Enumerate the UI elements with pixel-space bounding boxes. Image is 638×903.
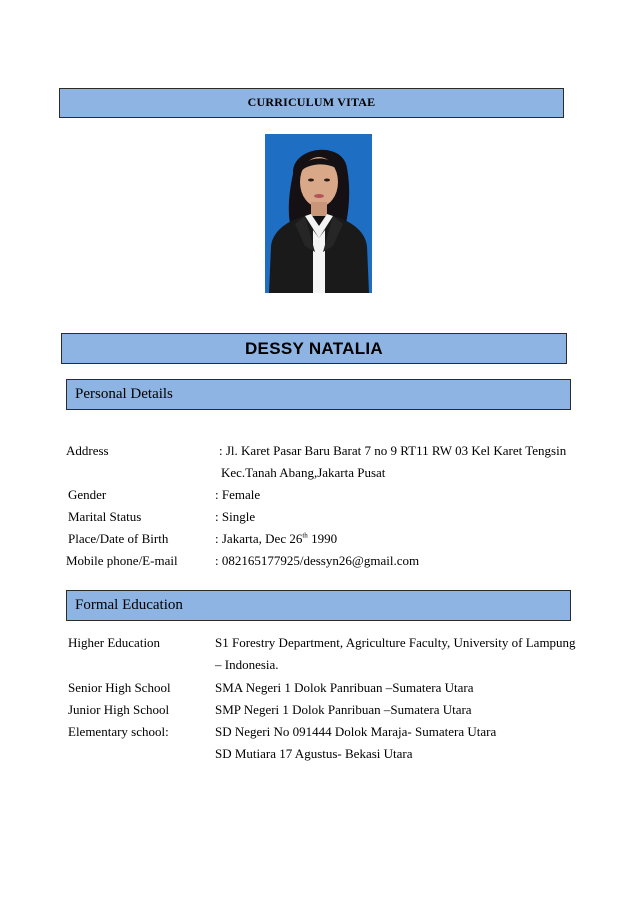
- birth-value-ordinal: th: [302, 531, 308, 540]
- gender-label: Gender: [68, 487, 107, 502]
- formal-education-heading: Formal Education: [75, 597, 183, 613]
- marital-status-value: : Single: [215, 509, 256, 524]
- marital-status-label: Marital Status: [68, 509, 142, 524]
- birth-value: [215, 531, 337, 547]
- birth-label: Place/Date of Birth: [68, 531, 169, 546]
- name-box: [61, 333, 567, 364]
- junior-high-label: Junior High School: [68, 702, 170, 717]
- elementary-value-line1: SD Negeri No 091444 Dolok Maraja- Sumatera Utara: [215, 724, 497, 739]
- senior-high-label: Senior High School: [68, 680, 171, 695]
- cv-title: CURRICULUM VITAE: [247, 95, 376, 109]
- junior-high-value: SMP Negeri 1 Dolok Panribuan –Sumatera Utara: [215, 702, 472, 717]
- personal-details-heading: Personal Details: [75, 386, 173, 402]
- cv-title-box: [59, 88, 564, 118]
- birth-value-year: 1990: [307, 531, 338, 546]
- profile-photo: [265, 134, 372, 293]
- formal-education-header: [66, 590, 571, 621]
- address-value-line2: Kec.Tanah Abang,Jakarta Pusat: [221, 465, 386, 480]
- personal-details-header: [66, 379, 571, 410]
- senior-high-value: SMA Negeri 1 Dolok Panribuan –Sumatera Utara: [215, 680, 474, 695]
- higher-education-value-line1: S1 Forestry Department, Agriculture Faculty, University of Lampung: [215, 635, 576, 650]
- address-label: Address: [66, 443, 109, 458]
- elementary-value-line2: SD Mutiara 17 Agustus- Bekasi Utara: [215, 746, 413, 761]
- contact-value: : 082165177925/dessyn26@gmail.com: [215, 553, 420, 568]
- address-value-line1: : Jl. Karet Pasar Baru Barat 7 no 9 RT11 RW 03 Kel Karet Tengsin: [219, 443, 567, 458]
- birth-value-prefix: : Jakarta, Dec 26: [215, 531, 303, 546]
- elementary-label: Elementary school:: [68, 724, 169, 739]
- contact-label: Mobile phone/E-mail: [66, 553, 178, 568]
- profile-photo-image: [265, 134, 372, 293]
- gender-value: : Female: [215, 487, 261, 502]
- full-name: DESSY NATALIA: [244, 339, 384, 358]
- higher-education-value-line2: – Indonesia.: [215, 657, 279, 672]
- higher-education-label: Higher Education: [68, 635, 161, 650]
